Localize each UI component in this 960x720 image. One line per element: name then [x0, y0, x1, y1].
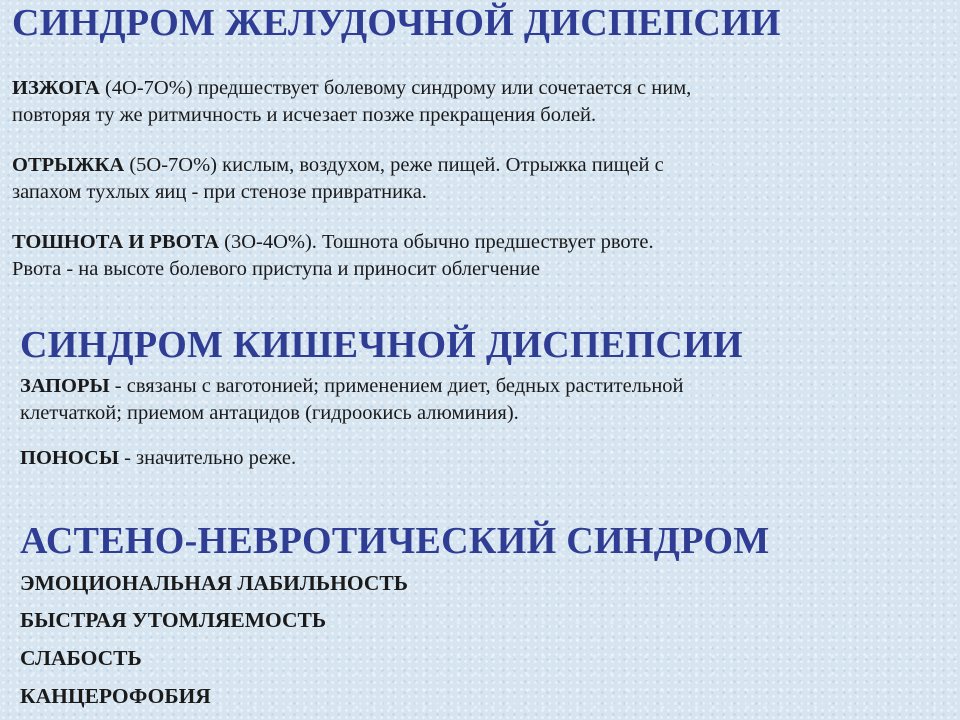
term-constipation: ЗАПОРЫ	[20, 375, 110, 397]
term-diarrhea: ПОНОСЫ	[20, 447, 119, 469]
heading-astheno-neurotic: АСТЕНО-НЕВРОТИЧЕСКИЙ СИНДРОМ	[20, 520, 770, 562]
paragraph-belching	[12, 152, 664, 206]
list-item-weakness: СЛАБОСТЬ	[20, 646, 142, 670]
list-item-emotional-lability: ЭМОЦИОНАЛЬНАЯ ЛАБИЛЬНОСТЬ	[20, 571, 408, 595]
text-nausea-line1: (3О-4О%). Тошнота обычно предшествует рвоте.	[219, 231, 654, 253]
text-constipation-line1: - связаны с ваготонией; применением диет, бедных растительной	[109, 375, 684, 397]
term-heartburn: ИЗЖОГА	[12, 77, 100, 99]
text-belching-line2: запахом тухлых яиц - при стенозе привратника.	[12, 181, 427, 203]
text-heartburn-line1: (4О-7О%) предшествует болевому синдрому или сочетается с ним,	[99, 77, 692, 99]
paragraph-diarrhea	[20, 445, 296, 472]
list-item-fatigue: БЫСТРАЯ УТОМЛЯЕМОСТЬ	[20, 608, 327, 632]
paragraph-constipation	[20, 373, 684, 427]
paragraph-heartburn	[12, 75, 691, 129]
text-diarrhea-line1: - значительно реже.	[118, 447, 297, 469]
text-heartburn-line2: повторяя ту же ритмичность и исчезает позже прекращения болей.	[12, 104, 597, 126]
text-nausea-line2: Рвота - на высоте болевого приступа и приносит облегчение	[12, 258, 540, 280]
text-constipation-line2: клетчаткой; приемом антацидов (гидроокись алюминия).	[20, 402, 519, 424]
term-belching: ОТРЫЖКА	[12, 154, 125, 176]
heading-intestinal-dyspepsia: СИНДРОМ КИШЕЧНОЙ ДИСПЕПСИИ	[20, 324, 743, 366]
heading-gastric-dyspepsia: СИНДРОМ ЖЕЛУДОЧНОЙ ДИСПЕПСИИ	[12, 2, 781, 44]
paragraph-nausea-vomiting	[12, 229, 654, 283]
term-nausea-vomiting: ТОШНОТА И РВОТА	[12, 231, 220, 253]
list-item-cancerophobia: КАНЦЕРОФОБИЯ	[20, 684, 211, 708]
text-belching-line1: (5О-7О%) кислым, воздухом, реже пищей. Отрыжка пищей с	[124, 154, 664, 176]
